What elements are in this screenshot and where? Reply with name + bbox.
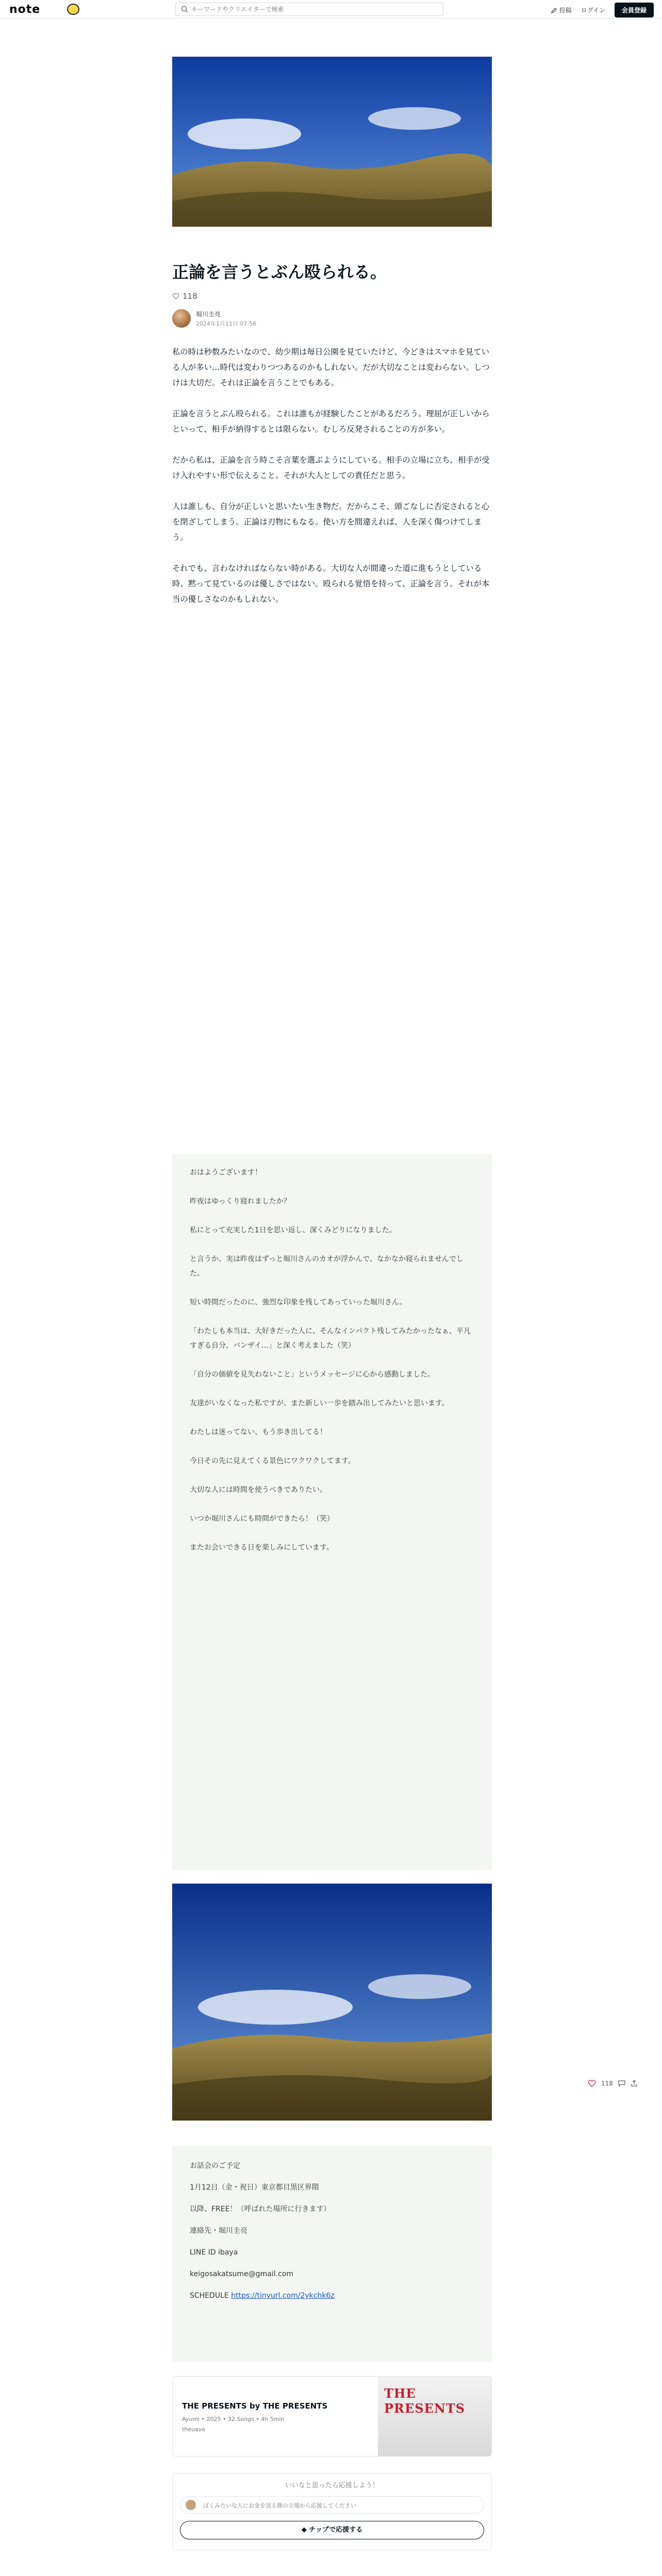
quoted-message xyxy=(172,1154,492,1870)
card-meta: Ayumi • 2025 • 32 Songs • 4h 5min xyxy=(182,2416,285,2422)
quote-line: 短い時間だったのに、強烈な印象を残してあっていった堀川さん。 xyxy=(190,1298,407,1307)
quote-line: またお会いできる日を楽しみにしています。 xyxy=(190,1544,334,1552)
comment-icon[interactable] xyxy=(618,2080,625,2087)
info-contact: 連絡先・堀川圭亮 xyxy=(190,2227,247,2235)
login-link[interactable]: ログイン xyxy=(581,7,605,14)
like-count: 118 xyxy=(183,292,197,301)
info-schedule-link xyxy=(190,2289,474,2303)
quote-line: おはようございます！ xyxy=(190,1168,262,1177)
info-email[interactable]: keigosakatsume@gmail.com xyxy=(190,2270,294,2278)
article-title: 正論を言うとぶん殴られる。 xyxy=(172,262,387,282)
support-message-text: ぼくみたいな人にお金を送る側の立場から応援してください xyxy=(203,2502,356,2509)
note-logo[interactable]: note xyxy=(9,3,41,16)
search-box[interactable] xyxy=(175,3,443,16)
hero-image xyxy=(172,57,492,227)
paragraph: だから私は、正論を言う時こそ言葉を選ぶようにしている。相手の立場に立ち、相手が受け入れやすい形で伝えること。それが大人としての責任だと思う。 xyxy=(172,455,490,480)
info-note: 以降、FREE！（呼ばれた場所に行きます） xyxy=(190,2205,331,2213)
register-button[interactable]: 会員登録 xyxy=(615,3,654,18)
support-message xyxy=(180,2496,484,2514)
floating-like-count: 118 xyxy=(601,2080,613,2087)
heart-icon[interactable] xyxy=(588,2079,596,2088)
schedule-url[interactable]: https://tinyurl.com/2ykchk6z xyxy=(231,2292,335,2300)
publish-date: 2024年1月11日 07:56 xyxy=(196,320,257,327)
author-name[interactable]: 堀川圭亮 xyxy=(196,310,221,318)
quote-line: 「自分の価値を見失わないこと」というメッセージに心から感動しました。 xyxy=(190,1370,435,1379)
quote-line: 友達がいなくなった私ですが、また新しい一歩を踏み出してみたいと思います。 xyxy=(190,1399,449,1408)
quote-line: と言うか、実は昨夜はずっと堀川さんのカオが浮かんで、なかなか寝られませんでした。 xyxy=(190,1255,464,1278)
pen-icon xyxy=(551,7,557,13)
quote-line: 昨夜はゆっくり寝れましたか？ xyxy=(190,1197,291,1206)
support-question: いいなと思ったら応援しよう！ xyxy=(285,2482,379,2489)
quote-line: 今日その先に見えてくる景色にワクワクしてます。 xyxy=(190,1457,355,1465)
quote-line: 「わたしも本当は、大好きだった人に、そんなインパクト残してみたかったなぁ、平凡すぎる自分、バンザイ…」と深く考えました（笑） xyxy=(190,1327,471,1350)
info-title: お話会のご予定 xyxy=(190,2162,240,2170)
support-box xyxy=(172,2473,492,2550)
quote-line: いつか堀川さんにも時間ができたら！（笑） xyxy=(190,1515,334,1523)
heart-icon xyxy=(172,293,179,300)
schedule-label: SCHEDULE xyxy=(190,2292,229,2300)
card-sub: theuave xyxy=(182,2426,206,2433)
paragraph: 正論を言うとぶん殴られる。これは誰もが経験したことがあるだろう。理屈が正しいからといって、相手が納得するとは限らない。むしろ反発されることの方が多い。 xyxy=(172,409,490,434)
author-row[interactable] xyxy=(172,309,492,328)
share-icon[interactable] xyxy=(631,2080,638,2087)
info-schedule: 1月12日（金・祝日）東京都目黒区界隈 xyxy=(190,2183,319,2192)
chip-label: チップで応援する xyxy=(309,2526,363,2534)
info-line-id: LINE ID ibaya xyxy=(190,2248,238,2257)
paragraph: 私の時は秒数みたいなので、幼少期は毎日公園を見ていたけど、今どきはスマホを見ている人が多い…時代は変わりつつあるのかもしれない。だが大切なことは変わらない。しつけは大切だ。それは正論を言うことでもある。 xyxy=(172,347,490,387)
floating-actions xyxy=(588,2079,638,2088)
top-like-count[interactable] xyxy=(172,292,492,301)
chip-icon: ◆ xyxy=(301,2526,309,2534)
card-thumbnail xyxy=(378,2377,491,2456)
post-label: 投稿 xyxy=(559,7,572,14)
card-title: THE PRESENTS by THE PRESENTS xyxy=(182,2401,328,2411)
supporter-avatar xyxy=(186,2500,196,2510)
mascot-icon xyxy=(67,4,79,15)
author-avatar[interactable] xyxy=(172,309,191,328)
paragraph: 人は誰しも、自分が正しいと思いたい生き物だ。だからこそ、頭ごなしに否定されると心を閉ざしてしまう。正論は刃物にもなる。使い方を間違えれば、人を深く傷つけてしまう。 xyxy=(172,502,490,542)
article-body xyxy=(172,344,492,622)
quote-line: わたしは迷ってない、もう歩き出してる！ xyxy=(190,1428,327,1436)
paragraph: それでも、言わなければならない時がある。大切な人が間違った道に進もうとしている時、黙って見ているのは優しさではない。殴られる覚悟を持って、正論を言う。それが本当の優しさなのかもしれない。 xyxy=(172,564,490,604)
search-icon xyxy=(181,6,188,13)
quote-line: 大切な人には時間を使うべきでありたい。 xyxy=(190,1486,327,1494)
embedded-card[interactable] xyxy=(172,2376,492,2456)
chip-support-button[interactable] xyxy=(180,2521,484,2539)
quote-line: 私にとって充実した1日を思い返し、深くみどりになりました。 xyxy=(190,1226,396,1234)
card-thumbnail-text: THE PRESENTS xyxy=(384,2386,466,2416)
post-link[interactable] xyxy=(551,6,572,14)
article-image xyxy=(172,1884,492,2121)
search-input[interactable] xyxy=(191,5,434,14)
site-header xyxy=(0,0,662,19)
event-info xyxy=(172,2145,492,2362)
